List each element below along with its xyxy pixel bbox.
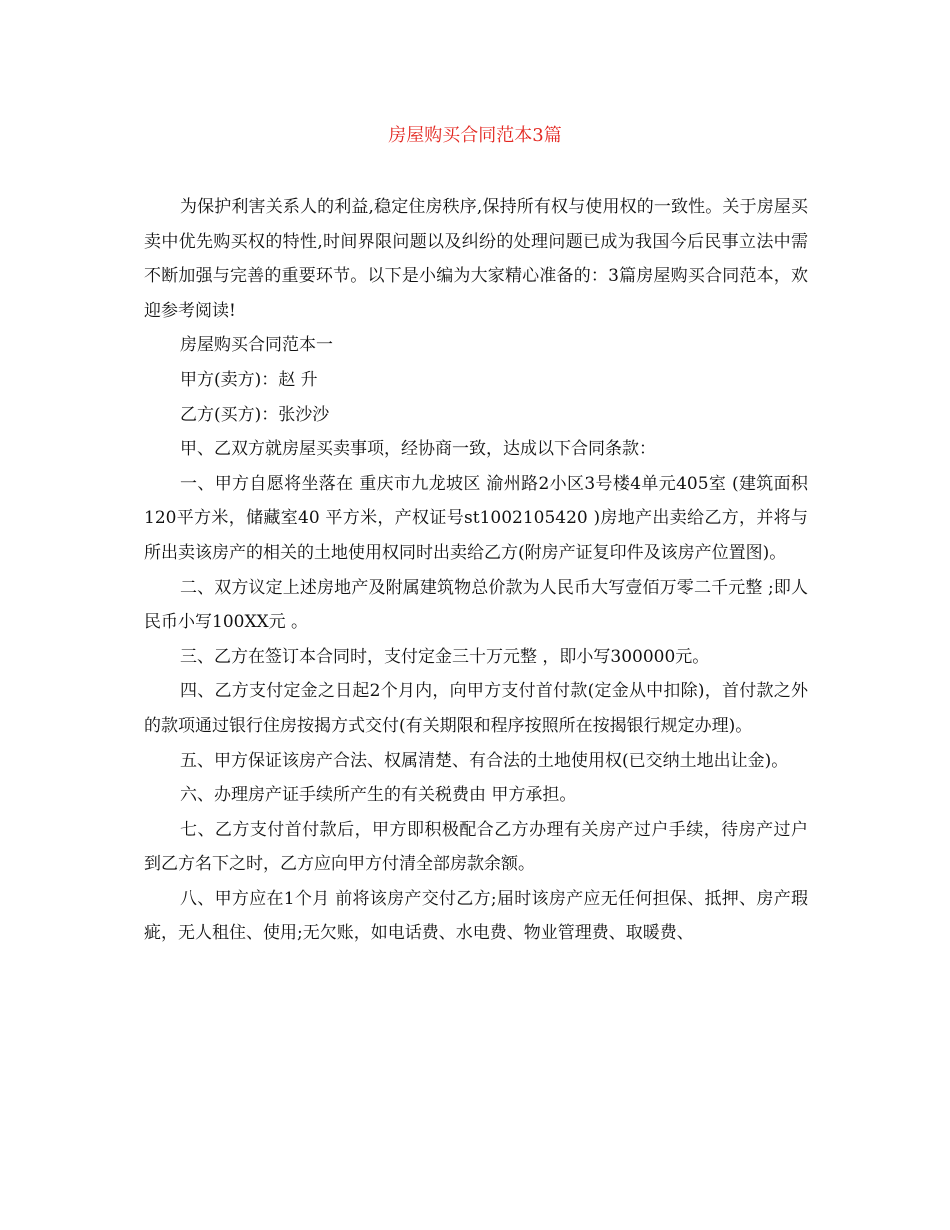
clause-3: 三、乙方在签订本合同时，支付定金三十万元整 ，即小写300000元。: [180, 646, 710, 667]
agreement-statement: 甲、乙双方就房屋买卖事项，经协商一致，达成以下合同条款：: [180, 439, 656, 460]
party-b: 乙方(买方)：张沙沙: [180, 404, 330, 425]
document-title: 房屋购买合同范本3篇: [388, 125, 562, 146]
clause-1: 一、甲方自愿将坐落在 重庆市九龙坡区 渝州路2小区3号楼4单元405室 (建筑面积120平方米，储藏室40 平方米，产权证号st1002105420 )房地产出卖给乙方，并将与所出卖该房产的相关的土地使用权同时出卖给乙方(附房产证复印件及该房产位置图)。: [144, 473, 808, 563]
contract-heading: 房屋购买合同范本一: [180, 335, 333, 356]
party-a: 甲方(卖方)：赵 升: [180, 369, 318, 390]
clause-2: 二、双方议定上述房地产及附属建筑物总价款为人民币大写壹佰万零二千元整 ;即人民币小写100XX元 。: [144, 577, 808, 633]
clause-7: 七、乙方支付首付款后，甲方即积极配合乙方办理有关房产过户手续，待房产过户到乙方名下之时，乙方应向甲方付清全部房款余额。: [144, 819, 808, 875]
clause-6: 六、办理房产证手续所产生的有关税费由 甲方承担。: [180, 785, 577, 806]
document-body: [144, 190, 808, 951]
clause-5: 五、甲方保证该房产合法、权属清楚、有合法的土地使用权(已交纳土地出让金)。: [180, 750, 789, 771]
clause-8: 八、甲方应在1个月 前将该房产交付乙方;届时该房产应无任何担保、抵押、房产瑕疵，无人租住、使用;无欠账，如电话费、水电费、物业管理费、取暖费、: [144, 888, 808, 944]
intro-paragraph: 为保护利害关系人的利益,稳定住房秩序,保持所有权与使用权的一致性。关于房屋买卖中优先购买权的特性,时间界限问题以及纠纷的处理问题已成为我国今后民事立法中需不断加强与完善的重要环节。以下是小编为大家精心准备的：3篇房屋购买合同范本，欢迎参考阅读!: [144, 197, 808, 321]
clause-4: 四、乙方支付定金之日起2个月内，向甲方支付首付款(定金从中扣除)，首付款之外的款项通过银行住房按揭方式交付(有关期限和程序按照所在按揭银行规定办理)。: [144, 681, 808, 736]
